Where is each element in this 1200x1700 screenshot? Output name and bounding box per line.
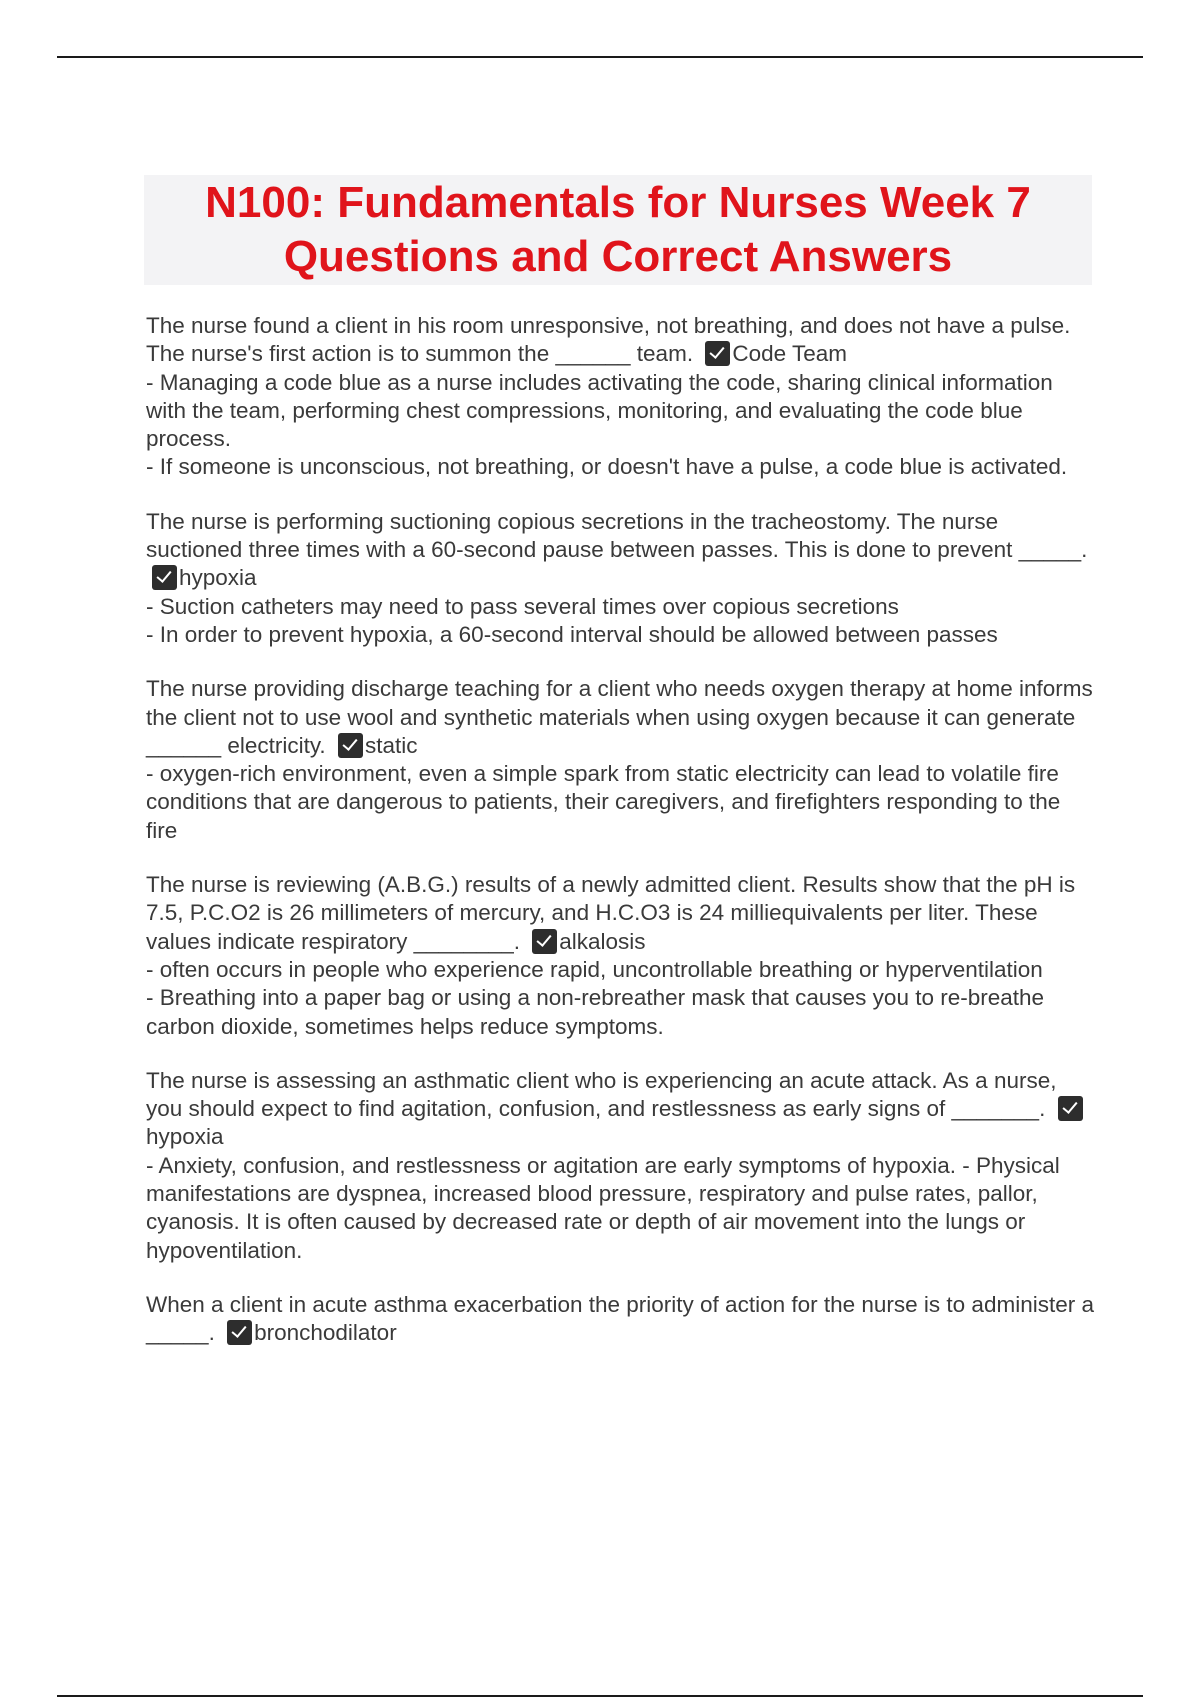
question-text: The nurse is assessing an asthmatic client who is experiencing an acute attack. As a nurse, you should expect to find agitation, confusion, and restlessness as early signs of _______. bbox=[146, 1067, 1057, 1122]
answer-text: alkalosis bbox=[559, 928, 646, 954]
checkmark-icon bbox=[1058, 1096, 1083, 1121]
checkmark-icon bbox=[152, 565, 177, 590]
title-line-1: N100: Fundamentals for Nurses Week 7 bbox=[205, 178, 1031, 227]
question-text: When a client in acute asthma exacerbation the priority of action for the nurse is to administer a _____. bbox=[146, 1291, 1094, 1346]
qa-item bbox=[146, 508, 1094, 649]
explanation-text: - Anxiety, confusion, and restlessness or agitation are early symptoms of hypoxia. - Physical manifestations are dyspnea, increased blood pressure, respiratory and pulse rates, pallor, cyanosis. It is often caused by decreased rate or depth of air movement into the lungs or hypoventilation. bbox=[146, 1152, 1060, 1263]
qa-item bbox=[146, 871, 1094, 1041]
explanation-text: - If someone is unconscious, not breathing, or doesn't have a pulse, a code blue is activated. bbox=[146, 454, 1068, 480]
question-text: The nurse is performing suctioning copious secretions in the tracheostomy. The nurse suctioned three times with a 60-second pause between passes. This is done to prevent _____. bbox=[146, 508, 1088, 563]
explanation-text: - Suction catheters may need to pass several times over copious secretions bbox=[146, 593, 899, 619]
answer-text: Code Team bbox=[732, 341, 847, 367]
checkmark-icon bbox=[338, 733, 363, 758]
answer-text: hypoxia bbox=[146, 1124, 224, 1150]
checkmark-icon bbox=[705, 341, 730, 366]
checkmark-icon bbox=[532, 929, 557, 954]
checkmark-icon bbox=[227, 1320, 252, 1345]
explanation-text: - Breathing into a paper bag or using a non-rebreather mask that causes you to re-breathe carbon dioxide, sometimes helps reduce symptoms. bbox=[146, 985, 1045, 1039]
explanation-text: - Managing a code blue as a nurse includes activating the code, sharing clinical information with the team, performing chest compressions, monitoring, and evaluating the code blue process. bbox=[146, 369, 1053, 452]
qa-item bbox=[146, 312, 1094, 482]
document-title bbox=[205, 176, 1031, 284]
question-text: The nurse found a client in his room unresponsive, not breathing, and does not have a pulse. The nurse's first action is to summon the ______ team. bbox=[146, 313, 1071, 367]
answer-text: static bbox=[364, 732, 418, 758]
question-text: The nurse providing discharge teaching for a client who needs oxygen therapy at home informs the client not to use wool and synthetic materials when using oxygen because it can generate ______ electricity. bbox=[146, 676, 1093, 758]
explanation-text: - oxygen-rich environment, even a simple spark from static electricity can lead to volatile fire conditions that are dangerous to patients, their caregivers, and firefighters responding to the fire bbox=[146, 761, 1061, 843]
answer-text: hypoxia bbox=[179, 565, 257, 591]
explanation-text: - In order to prevent hypoxia, a 60-second interval should be allowed between passes bbox=[146, 621, 998, 647]
qa-item bbox=[146, 675, 1094, 845]
qa-item bbox=[146, 1291, 1094, 1348]
explanation-text: - often occurs in people who experience rapid, uncontrollable breathing or hyperventilation bbox=[146, 956, 1043, 982]
top-rule bbox=[57, 56, 1143, 58]
question-text: The nurse is reviewing (A.B.G.) results of a newly admitted client. Results show that the pH is 7.5, P.C.O2 is 26 millimeters of mercury, and H.C.O3 is 24 milliequivalents per liter. These values indicate respiratory ________. bbox=[146, 872, 1076, 954]
title-banner bbox=[144, 175, 1092, 285]
answer-text: bronchodilator bbox=[254, 1320, 397, 1346]
title-line-2: Questions and Correct Answers bbox=[283, 232, 953, 281]
qa-list bbox=[146, 312, 1094, 1374]
qa-item bbox=[146, 1067, 1094, 1265]
bottom-rule bbox=[57, 1695, 1143, 1697]
